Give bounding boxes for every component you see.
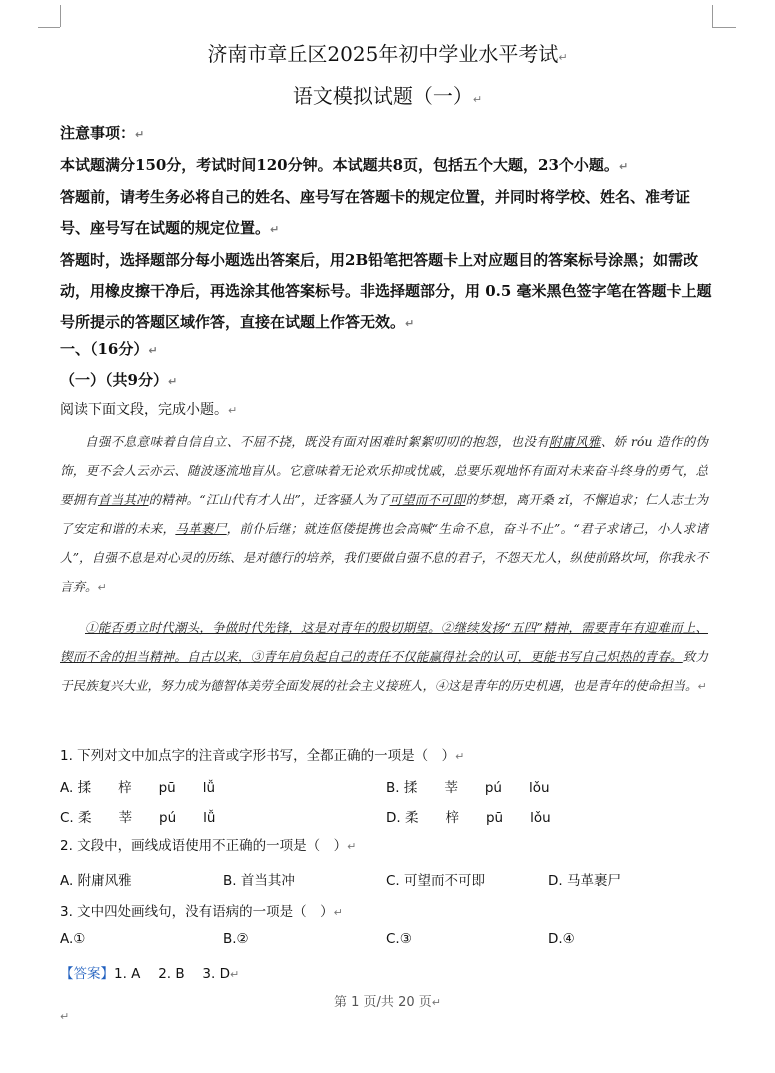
answer-tag: 【答案】 [60,966,114,982]
q1-option-c: C. 柔 莘 pú lǚ [60,810,216,826]
exam-subtitle: 语文模拟试题（一）↵ [292,84,483,108]
idiom-4: 马革裹尸 [175,521,227,536]
page-footer: 第 1 页/共 20 页↵ [334,995,441,1010]
idiom-1: 附庸风雅 [549,434,601,449]
sentence-4: ④这是青年的历史机遇，也是青年的使命担当。 [435,678,698,693]
answer-line: 【答案】1. A 2. B 3. D↵ [60,966,240,982]
q2-option-d: D. 马革裹尸 [548,873,621,889]
notes-line-3: 答题时，选择题部分每小题选出答案后，用2B铅笔把答题卡上对应题目的答案标号涂黑；如需改动，用橡皮擦干净后，再选涂其他答案标号。非选择题部分，用 0.5 毫米黑色签字笔在答题卡上题号所提示的答题区域作答，直接在试题上作答无效。↵ [60,251,712,331]
answer-text: 1. A 2. B 3. D [114,966,230,982]
notes-line-2: 答题前，请考生务必将自己的姓名、座号写在答题卡的规定位置，并同时将学校、姓名、准考证号、座号写在试题的规定位置。↵ [60,188,691,237]
crop-mark-top-left-h [38,27,60,28]
q3-option-b: B.② [223,931,249,947]
idiom-2: 首当其冲 [97,492,149,507]
q1-option-d: D. 柔 梓 pū lǒu [386,810,551,826]
passage-paragraph-1: 自强不息意味着自信自立、不屈不挠，既没有面对困难时絮絮叨叨的抱怨，也没有附庸风雅、娇 róu 造作的伪饰，更不会人云亦云、随波逐流地盲从。它意味着无论欢乐抑或忧戚，总要乐观地怀有面对未来奋斗终身的勇气，总要拥有首当其冲的精神。“江山代有才人出”，迁客骚人为了可望而不可即的梦想，离开桑 zǐ，不懈追求；仁人志士为了安定和谐的未来，马革裹尸，前仆后继；就连伛偻提携也会高喊“生命不息，奋斗不止”。“君子求诸己，小人求诸人”，自强不息是对心灵的历练、是对德行的培养，我们要做自强不息的君子，不怨天尤人，纵使前路坎坷，你我永不言弃。↵ [60,434,708,594]
exam-title: 济南市章丘区2025年初中学业水平考试↵ [207,42,568,66]
crop-mark-top-right [712,5,713,27]
notes-heading: 注意事项：↵ [60,124,145,142]
sentence-1-2: ①能否勇立时代潮头，争做时代先锋，这是对青年的殷切期望。②继续发扬“五四”精神，需要青年有迎难而上、锲而不舍的担当精神。自古以来， [60,620,708,664]
crop-mark-top-right-h [712,27,736,28]
reading-instruction: 阅读下面文段，完成小题。↵ [60,402,238,418]
q2-option-b: B. 首当其冲 [223,873,295,889]
notes-section [60,118,715,339]
idiom-3: 可望而不可即 [389,492,466,507]
question-2-stem: 2. 文段中，画线成语使用不正确的一项是（ ）↵ [60,838,357,854]
q2-option-c: C. 可望而不可即 [386,873,486,889]
q3-option-c: C.③ [386,931,412,947]
question-1-stem: 1. 下列对文中加点字的注音或字形书写，全都正确的一项是（ ）↵ [60,748,465,764]
passage-paragraph-2: ①能否勇立时代潮头，争做时代先锋，这是对青年的殷切期望。②继续发扬“五四”精神，需要青年有迎难而上、锲而不舍的担当精神。自古以来，③青年肩负起自己的责任不仅能赢得社会的认可，更能书写自己炽热的青春。致力于民族复兴大业，努力成为德智体美劳全面发展的社会主义接班人，④这是青年的历史机遇，也是青年的使命担当。↵ [60,620,708,693]
section-heading: 一、（16分）↵ [60,340,158,358]
paragraph-mark: ↵ [60,1010,70,1023]
q1-option-a: A. 揉 梓 pū lǚ [60,780,216,796]
q2-option-a: A. 附庸风雅 [60,873,132,889]
sentence-3: ③青年肩负起自己的责任不仅能赢得社会的认可，更能书写自己炽热的青春。 [250,649,683,664]
notes-line-1: 本试题满分150分，考试时间120分钟。本试题共8页，包括五个大题，23个小题。↵ [60,156,629,174]
q3-option-a: A.① [60,931,86,947]
q1-option-b: B. 揉 莘 pú lǒu [386,780,550,796]
crop-mark-top-left [60,5,61,27]
subsection-heading: （一）（共9分）↵ [60,371,178,389]
question-3-stem: 3. 文中四处画线句，没有语病的一项是（ ）↵ [60,904,343,920]
q3-option-d: D.④ [548,931,575,947]
